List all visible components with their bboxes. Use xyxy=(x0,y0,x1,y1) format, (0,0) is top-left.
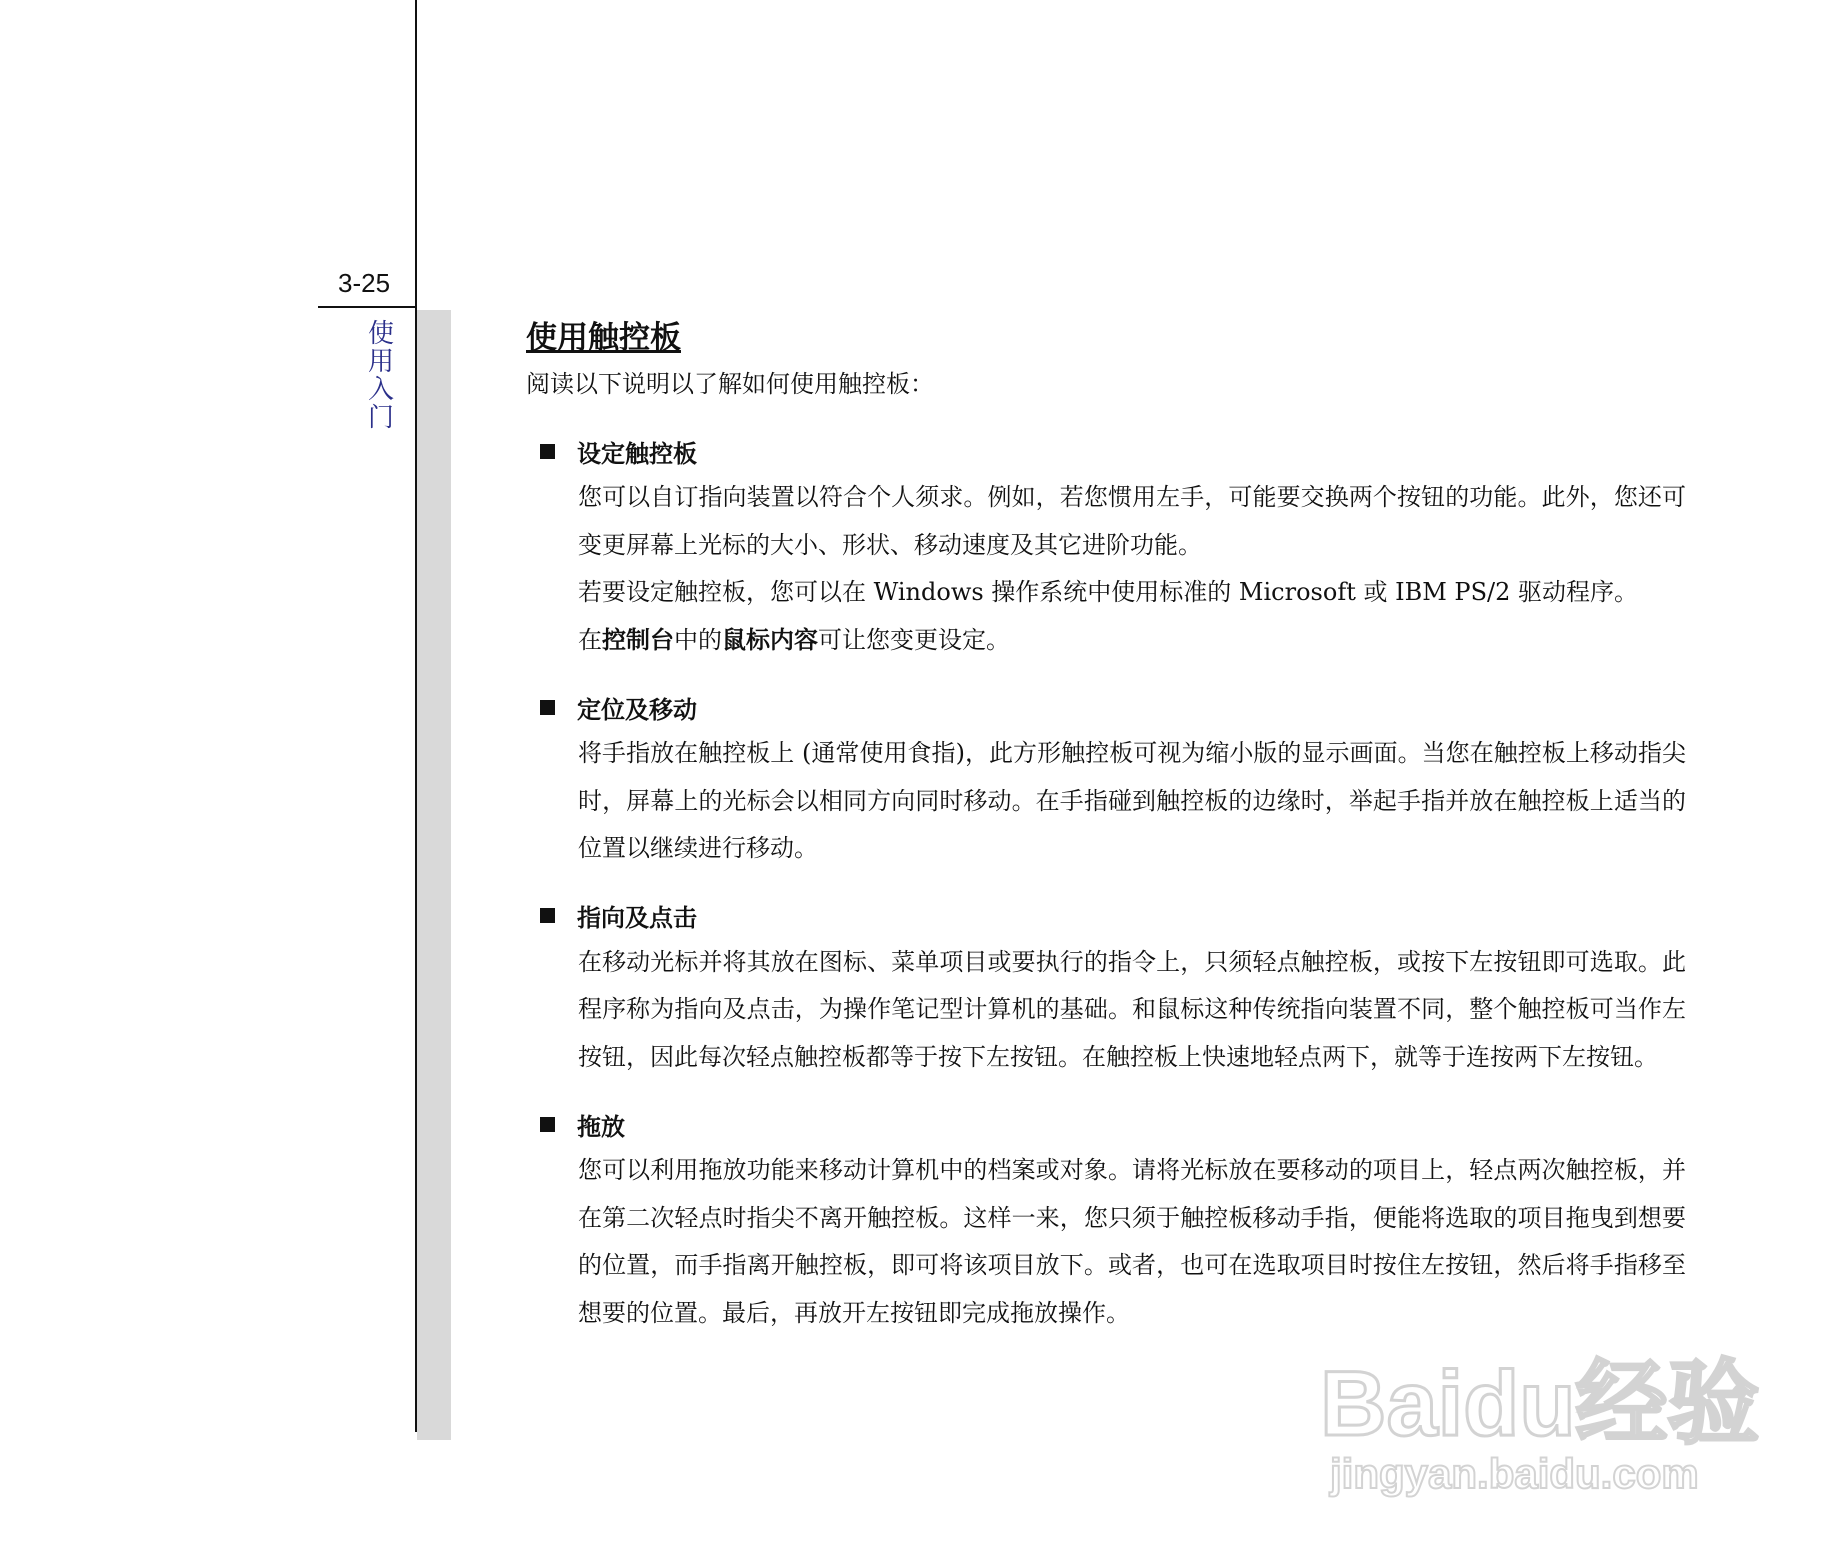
section-heading-text: 拖放 xyxy=(577,1112,625,1141)
bold-term-control-panel: 控制台 xyxy=(602,625,674,654)
baidu-jingyan-watermark xyxy=(1320,1340,1760,1500)
square-bullet-icon xyxy=(540,1117,555,1132)
paragraph: 将手指放在触控板上 (通常使用食指)，此方形触控板可视为缩小版的显示画面。当您在触控板上移动指尖时，屏幕上的光标会以相同方向同时移动。在手指碰到触控板的边缘时，举起手指并放在触控板上适当的位置以继续进行移动。 xyxy=(578,739,1686,862)
paragraph: 在移动光标并将其放在图标、菜单项目或要执行的指令上，只须轻点触控板，或按下左按钮即可选取。此程序称为指向及点击，为操作笔记型计算机的基础。和鼠标这种传统指向装置不同，整个触控板可当作左按钮，因此每次轻点触控板都等于按下左按钮。在触控板上快速地轻点两下，就等于连按两下左按钮。 xyxy=(578,947,1686,1071)
section-positioning xyxy=(526,684,1686,873)
text-run: 中的 xyxy=(674,625,722,654)
paragraph: 您可以自订指向装置以符合个人须求。例如，若您惯用左手，可能要交换两个按钮的功能。此外，您还可变更屏幕上光标的大小、形状、移动速度及其它进阶功能。 xyxy=(578,483,1686,559)
text-run: 可让您变更设定。 xyxy=(818,625,1010,654)
paragraph: 若要设定触控板，您可以在 Windows 操作系统中使用标准的 Microsoft 或 IBM PS/2 驱动程序。 xyxy=(578,578,1638,606)
section-setup xyxy=(526,428,1686,664)
page-title: 使用触控板 xyxy=(526,320,681,356)
chapter-char: 门 xyxy=(367,403,394,433)
square-bullet-icon xyxy=(540,444,555,459)
square-bullet-icon xyxy=(540,700,555,715)
section-heading xyxy=(526,428,1686,474)
main-content xyxy=(526,316,1686,1337)
intro-text: 阅读以下说明以了解如何使用触控板： xyxy=(526,370,934,398)
chapter-char: 使 xyxy=(367,319,394,349)
section-drag-drop xyxy=(526,1101,1686,1337)
bold-term-mouse-properties: 鼠标内容 xyxy=(722,625,818,654)
section-point-click xyxy=(526,893,1686,1082)
chapter-char: 用 xyxy=(367,347,394,377)
section-heading-text: 设定触控板 xyxy=(577,439,697,468)
page-number-rule xyxy=(318,306,417,308)
section-heading-text: 定位及移动 xyxy=(577,695,697,724)
watermark-logo-text: Baidu经验 xyxy=(1320,1353,1760,1455)
margin-gray-bar xyxy=(417,310,451,1440)
chapter-label xyxy=(366,320,396,432)
watermark-url-text: jingyan.baidu.com xyxy=(1330,1450,1699,1497)
chapter-char: 入 xyxy=(367,375,394,405)
paragraph-mixed xyxy=(578,617,1686,665)
page-number: 3-25 xyxy=(338,268,391,298)
section-heading xyxy=(526,684,1686,730)
paragraph: 您可以利用拖放功能来移动计算机中的档案或对象。请将光标放在要移动的项目上，轻点两次触控板，并在第二次轻点时指尖不离开触控板。这样一来，您只须于触控板移动手指，便能将选取的项目拖曳到想要的位置，而手指离开触控板，即可将该项目放下。或者，也可在选取项目时按住左按钮，然后将手指移至想要的位置。最后，再放开左按钮即完成拖放操作。 xyxy=(578,1156,1686,1327)
section-heading xyxy=(526,1101,1686,1147)
section-heading xyxy=(526,893,1686,939)
square-bullet-icon xyxy=(540,908,555,923)
text-run: 在 xyxy=(578,625,602,654)
section-heading-text: 指向及点击 xyxy=(577,904,697,932)
